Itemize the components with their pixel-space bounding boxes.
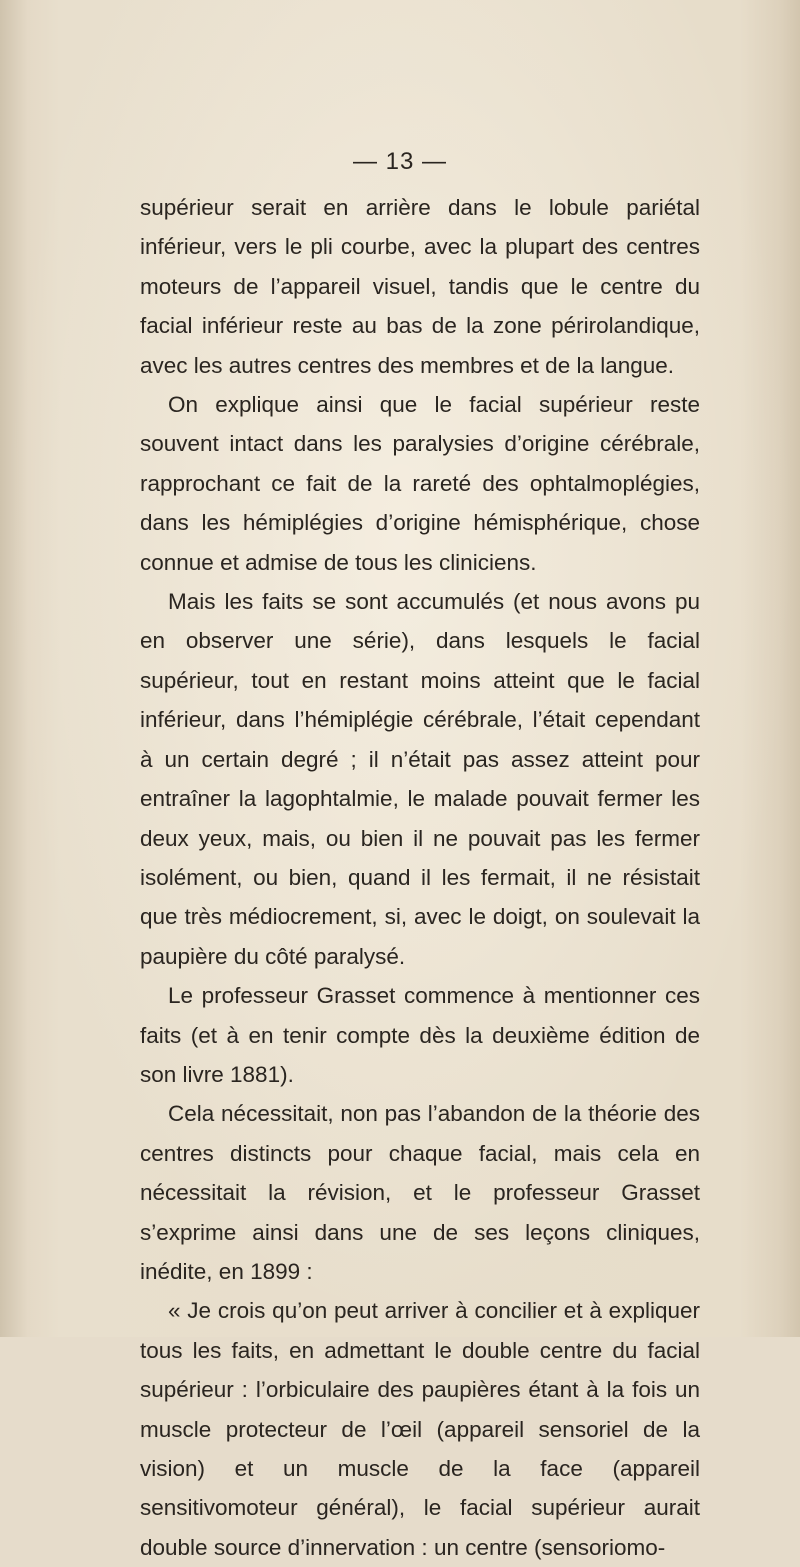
paragraph-3: Mais les faits se sont accumulés (et nous avons pu en observer une série), dans lesquels le facial supérieur, tout en restant moins atteint que le facial inférieur, dans l’hémiplégie cérébrale, l’était cependant à un certain degré ; il n’était pas assez atteint pour entraîner la lagophtalmie, le malade pouvait fermer les deux yeux, mais, ou bien il ne pouvait pas les fermer isolément, ou bien, quand il les fermait, il ne résistait que très médiocrement, si, avec le doigt, on soulevait la paupière du côté paralysé. — [140, 589, 700, 969]
body-text — [140, 188, 700, 1567]
paragraph-2: On explique ainsi que le facial supérieur reste souvent intact dans les paralysies d’origine cérébrale, rapprochant ce fait de la rareté des ophtalmoplégies, dans les hémiplégies d’origine hémisphérique, chose connue et admise de tous les cliniciens. — [140, 392, 700, 575]
paragraph-6: « Je crois qu’on peut arriver à concilier et à expliquer tous les faits, en admettant le double centre du facial supérieur : l’orbiculaire des paupières étant à la fois un muscle protecteur de l’œil (appareil sensoriel de la vision) et un muscle de la face (appareil sensitivomoteur général), le facial supérieur aurait double source d’innervation : un centre (sensoriomo- — [140, 1298, 700, 1560]
paragraph-5: Cela nécessitait, non pas l’abandon de la théorie des centres distincts pour chaque facial, mais cela en nécessitait la révision, et le professeur Grasset s’exprime ainsi dans une de ses leçons cliniques, inédite, en 1899 : — [140, 1101, 700, 1284]
paragraph-4: Le professeur Grasset commence à mentionner ces faits (et à en tenir compte dès la deuxième édition de son livre 1881). — [140, 983, 700, 1087]
paragraph-1: supérieur serait en arrière dans le lobule pariétal inférieur, vers le pli courbe, avec la plupart des centres moteurs de l’appareil visuel, tandis que le centre du facial inférieur reste au bas de la zone périrolandique, avec les autres centres des membres et de la langue. — [140, 195, 700, 378]
page-number: — 13 — — [352, 148, 448, 175]
